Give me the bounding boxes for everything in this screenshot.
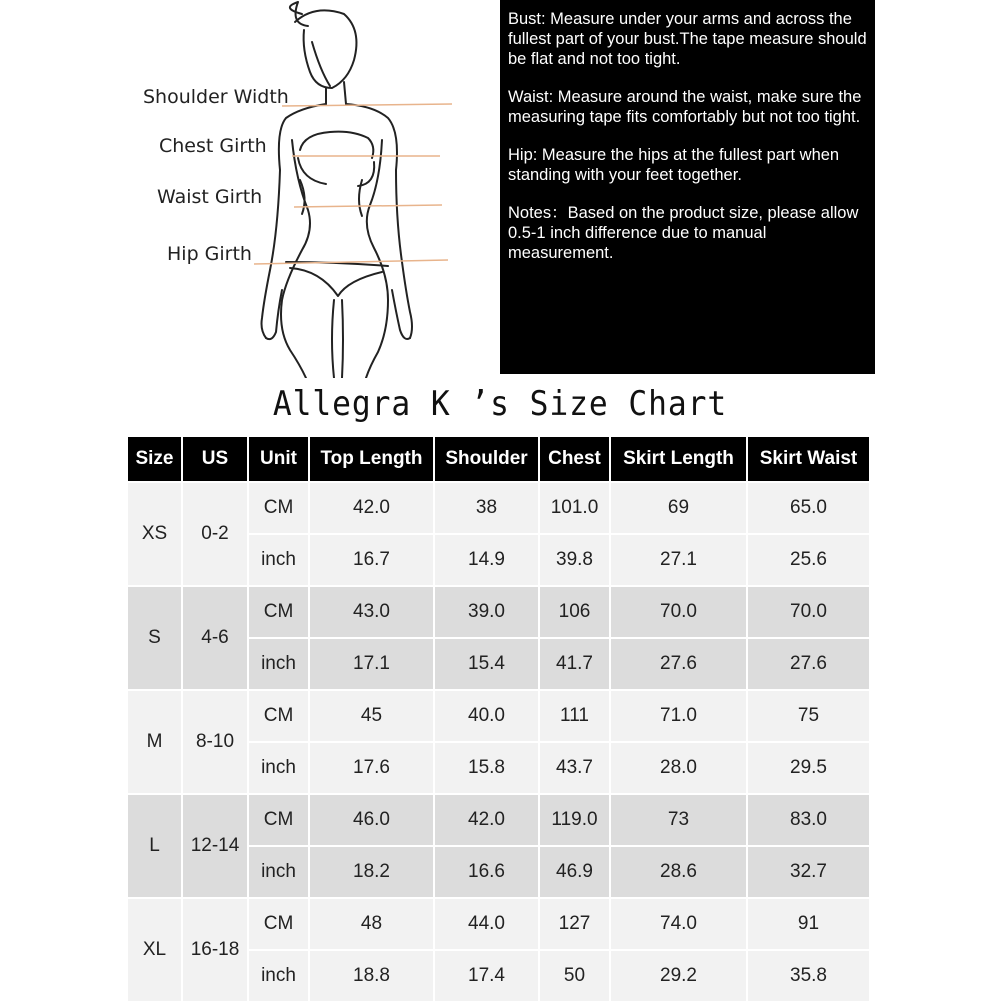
shoulder-cell: 14.9 xyxy=(435,535,538,587)
shoulder-cell: 40.0 xyxy=(435,691,538,743)
skirt-waist-cell: 75 xyxy=(748,691,869,743)
header-unit: Unit xyxy=(249,437,308,483)
chest-cell: 127 xyxy=(540,899,609,951)
table-row xyxy=(128,587,869,639)
skirt-length-cell: 28.0 xyxy=(611,743,746,795)
table-body xyxy=(128,483,869,1003)
table-row xyxy=(128,795,869,847)
header-shoulder: Shoulder xyxy=(435,437,538,483)
header-chest: Chest xyxy=(540,437,609,483)
top-length-cell: 17.6 xyxy=(310,743,433,795)
chest-cell: 50 xyxy=(540,951,609,1003)
chest-cell: 46.9 xyxy=(540,847,609,899)
size-chart-title: Allegra K ’s Size Chart xyxy=(272,384,728,424)
skirt-waist-cell: 35.8 xyxy=(748,951,869,1003)
skirt-length-cell: 69 xyxy=(611,483,746,535)
us-size-cell: 4-6 xyxy=(183,587,247,691)
top-length-cell: 43.0 xyxy=(310,587,433,639)
top-length-cell: 18.2 xyxy=(310,847,433,899)
unit-cell: CM xyxy=(249,691,308,743)
skirt-waist-cell: 25.6 xyxy=(748,535,869,587)
chest-cell: 41.7 xyxy=(540,639,609,691)
skirt-waist-cell: 65.0 xyxy=(748,483,869,535)
chest-cell: 43.7 xyxy=(540,743,609,795)
table-row xyxy=(128,691,869,743)
skirt-length-cell: 29.2 xyxy=(611,951,746,1003)
unit-cell: inch xyxy=(249,535,308,587)
chest-cell: 119.0 xyxy=(540,795,609,847)
unit-cell: inch xyxy=(249,743,308,795)
waist-girth-label: Waist Girth xyxy=(157,186,263,208)
header-skirt-length: Skirt Length xyxy=(611,437,746,483)
skirt-waist-cell: 83.0 xyxy=(748,795,869,847)
skirt-length-cell: 71.0 xyxy=(611,691,746,743)
hip-instruction: Hip: Measure the hips at the fullest part when standing with your feet together. xyxy=(508,146,840,184)
shoulder-cell: 15.4 xyxy=(435,639,538,691)
top-length-cell: 18.8 xyxy=(310,951,433,1003)
chest-cell: 101.0 xyxy=(540,483,609,535)
chest-cell: 39.8 xyxy=(540,535,609,587)
bust-instruction: Bust: Measure under your arms and across the fullest part of your bust.The tape measure should be flat and not too tight. xyxy=(508,10,867,68)
skirt-length-cell: 73 xyxy=(611,795,746,847)
unit-cell: CM xyxy=(249,795,308,847)
top-length-cell: 17.1 xyxy=(310,639,433,691)
table-row xyxy=(128,899,869,951)
skirt-waist-cell: 70.0 xyxy=(748,587,869,639)
top-length-cell: 48 xyxy=(310,899,433,951)
us-size-cell: 0-2 xyxy=(183,483,247,587)
table-header-row xyxy=(128,437,869,483)
header-skirt-waist: Skirt Waist xyxy=(748,437,869,483)
shoulder-cell: 39.0 xyxy=(435,587,538,639)
skirt-length-cell: 74.0 xyxy=(611,899,746,951)
unit-cell: inch xyxy=(249,639,308,691)
header-top-length: Top Length xyxy=(310,437,433,483)
shoulder-cell: 17.4 xyxy=(435,951,538,1003)
chest-cell: 106 xyxy=(540,587,609,639)
size-cell: XL xyxy=(128,899,181,1003)
skirt-waist-cell: 91 xyxy=(748,899,869,951)
notes-instruction: Notes：Based on the product size, please allow 0.5-1 inch difference due to manual measurement. xyxy=(508,204,859,262)
measurement-instructions-panel xyxy=(500,0,875,374)
shoulder-width-label: Shoulder Width xyxy=(143,86,289,108)
waist-instruction: Waist: Measure around the waist, make sure the measuring tape fits comfortably but not too tight. xyxy=(508,88,862,126)
header-size: Size xyxy=(128,437,181,483)
skirt-waist-cell: 29.5 xyxy=(748,743,869,795)
unit-cell: inch xyxy=(249,951,308,1003)
size-cell: XS xyxy=(128,483,181,587)
skirt-length-cell: 27.1 xyxy=(611,535,746,587)
skirt-waist-cell: 27.6 xyxy=(748,639,869,691)
shoulder-cell: 16.6 xyxy=(435,847,538,899)
us-size-cell: 12-14 xyxy=(183,795,247,899)
chest-cell: 111 xyxy=(540,691,609,743)
size-table xyxy=(126,437,871,1003)
skirt-length-cell: 27.6 xyxy=(611,639,746,691)
unit-cell: CM xyxy=(249,899,308,951)
size-cell: S xyxy=(128,587,181,691)
skirt-waist-cell: 32.7 xyxy=(748,847,869,899)
top-length-cell: 45 xyxy=(310,691,433,743)
skirt-length-cell: 28.6 xyxy=(611,847,746,899)
shoulder-cell: 42.0 xyxy=(435,795,538,847)
top-length-cell: 46.0 xyxy=(310,795,433,847)
hip-girth-label: Hip Girth xyxy=(167,243,252,265)
header-us: US xyxy=(183,437,247,483)
size-cell: M xyxy=(128,691,181,795)
top-length-cell: 16.7 xyxy=(310,535,433,587)
top-length-cell: 42.0 xyxy=(310,483,433,535)
size-cell: L xyxy=(128,795,181,899)
chest-girth-label: Chest Girth xyxy=(159,135,267,157)
table-row xyxy=(128,483,869,535)
unit-cell: inch xyxy=(249,847,308,899)
shoulder-cell: 15.8 xyxy=(435,743,538,795)
shoulder-cell: 44.0 xyxy=(435,899,538,951)
us-size-cell: 16-18 xyxy=(183,899,247,1003)
unit-cell: CM xyxy=(249,587,308,639)
skirt-length-cell: 70.0 xyxy=(611,587,746,639)
shoulder-cell: 38 xyxy=(435,483,538,535)
unit-cell: CM xyxy=(249,483,308,535)
us-size-cell: 8-10 xyxy=(183,691,247,795)
